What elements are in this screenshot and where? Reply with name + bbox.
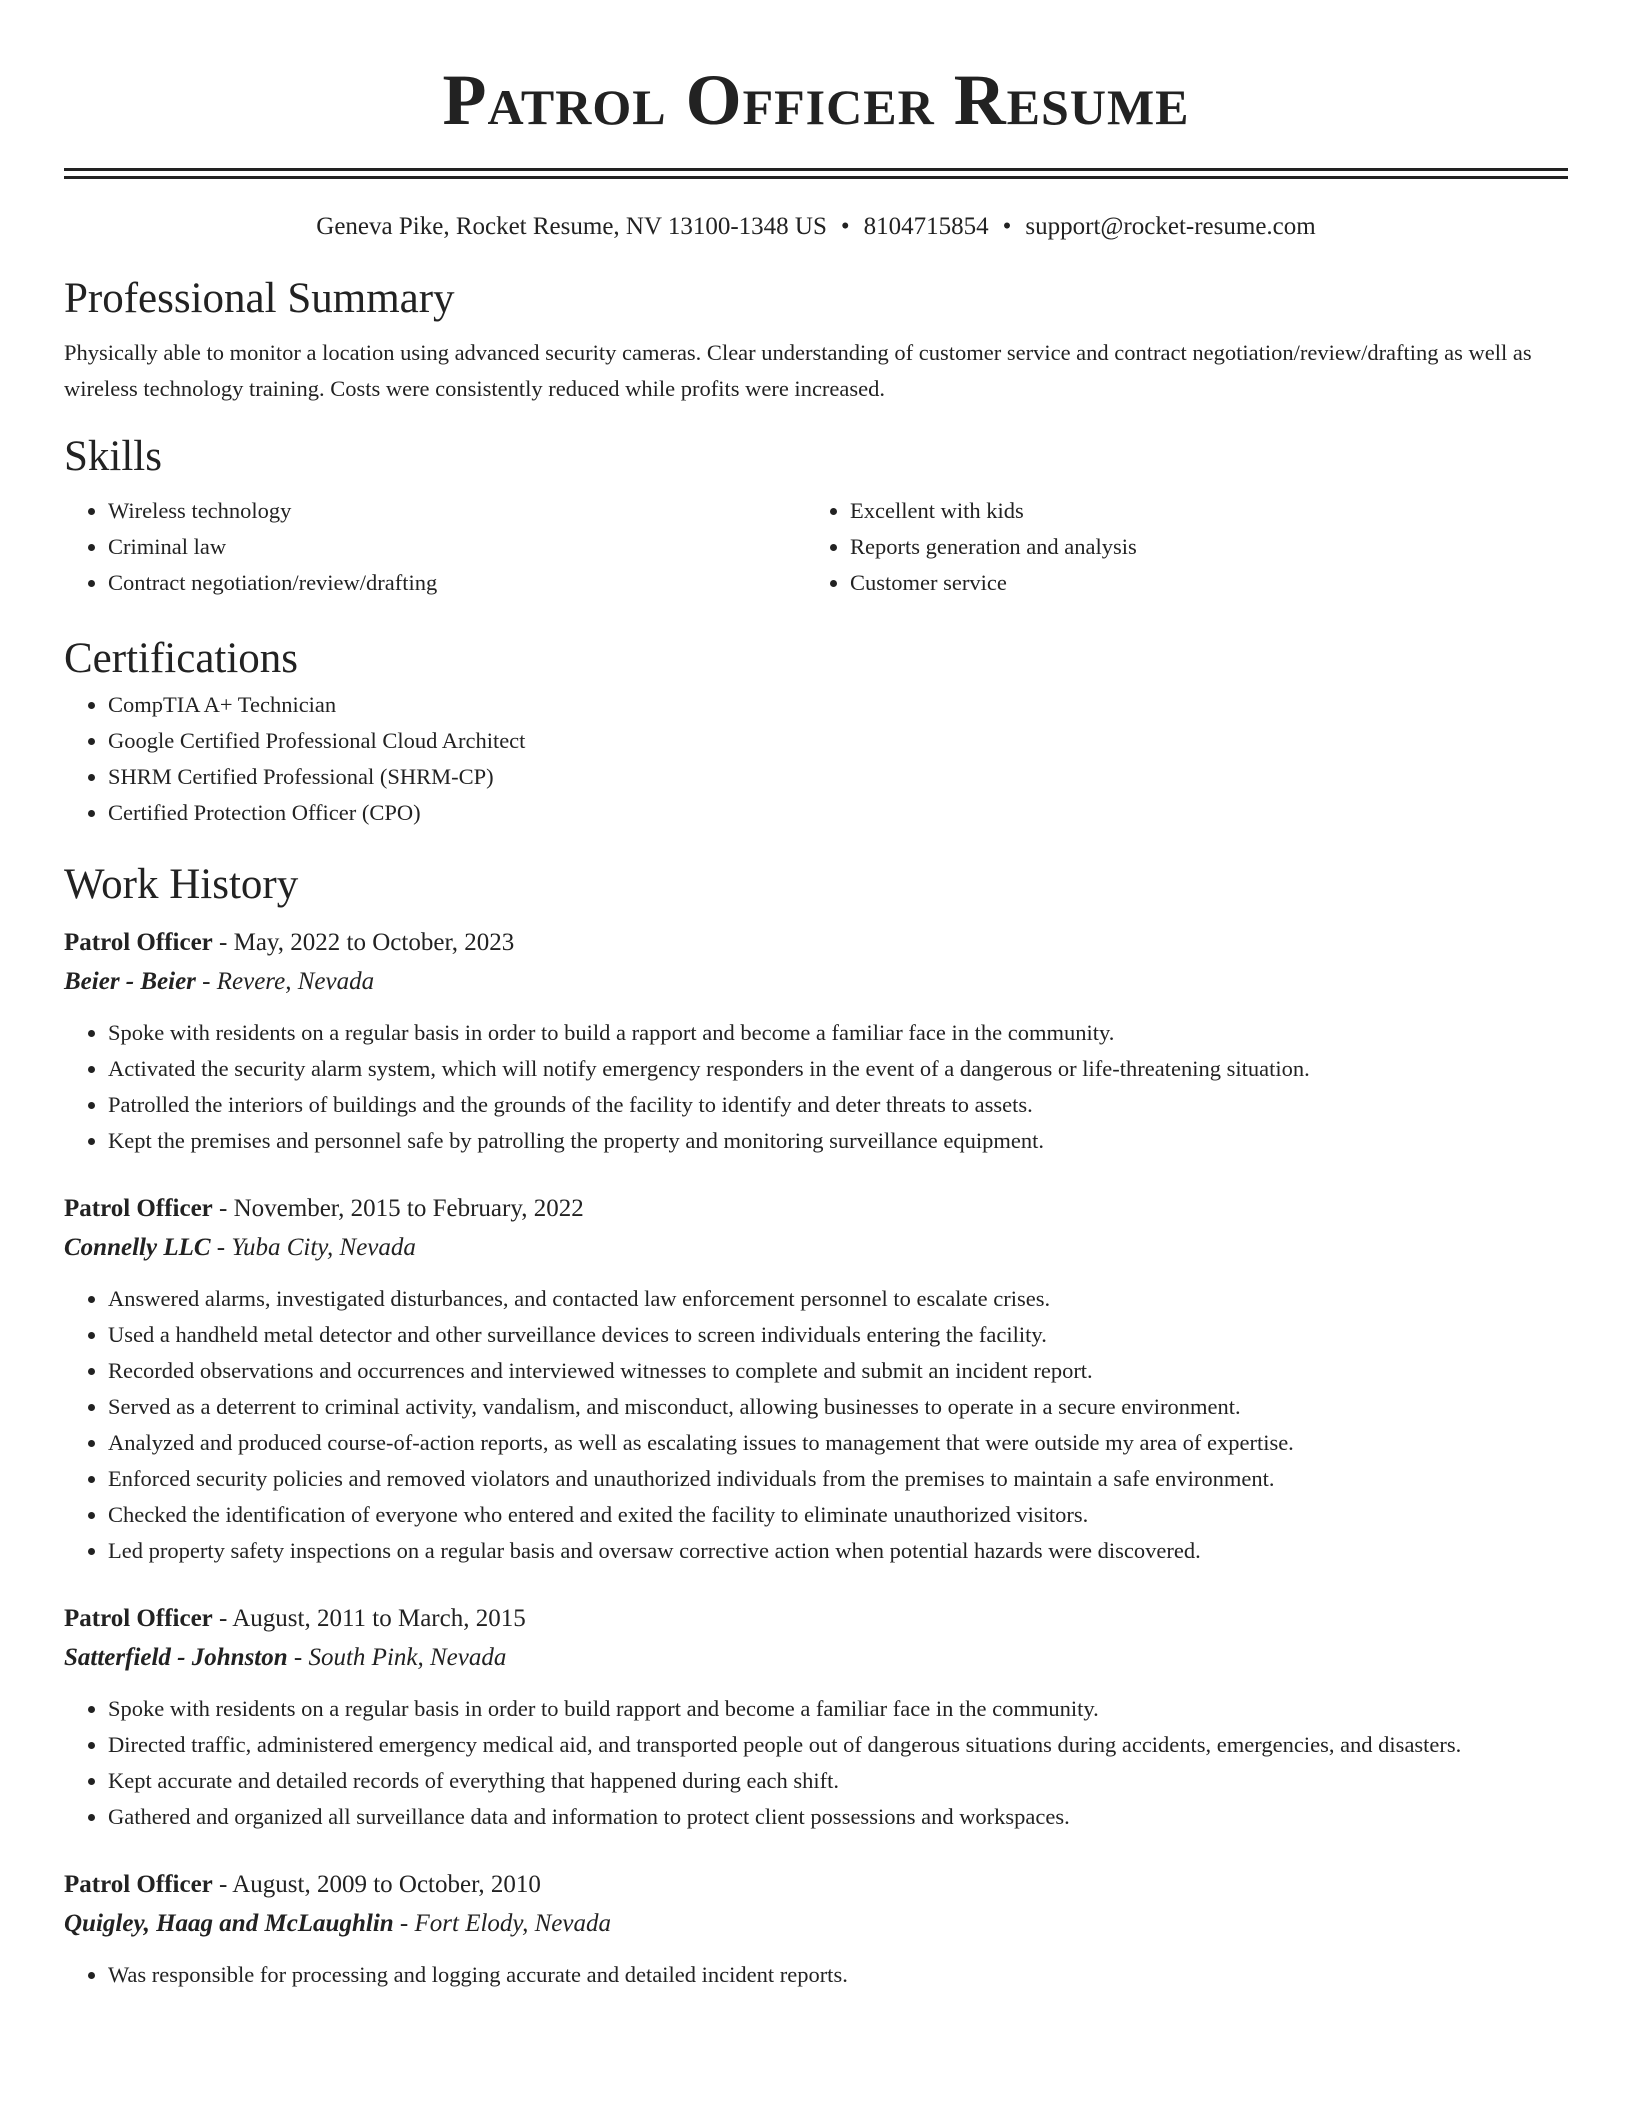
job-title: Patrol Officer <box>64 1195 213 1222</box>
job-bullet: • Activated the security alarm system, which will notify emergency responders in the event of a dangerous or life-threatening situation. <box>108 1051 1568 1087</box>
job-dates: - August, 2011 to March, 2015 <box>219 1605 526 1632</box>
job-bullet: • Patrolled the interiors of buildings and the grounds of the facility to identify and deter threats to assets. <box>108 1087 1568 1123</box>
job-title: Patrol Officer <box>64 929 213 956</box>
job-company: Satterfield - Johnston <box>64 1644 288 1671</box>
skills-section <box>64 429 1568 601</box>
skill-item: • Reports generation and analysis <box>850 529 1568 565</box>
job-bullet: • Spoke with residents on a regular basis in order to build rapport and become a familiar face in the community. <box>108 1691 1568 1727</box>
work-history-heading: Work History <box>64 861 299 908</box>
contact-address: Geneva Pike, Rocket Resume, NV 13100-1348 US <box>316 213 827 240</box>
job-bullet: • Used a handheld metal detector and other surveillance devices to screen individuals entering the facility. <box>108 1317 1568 1353</box>
job-company: Beier - Beier <box>64 968 196 995</box>
skill-item: • Customer service <box>850 565 1568 601</box>
job-bullet: • Recorded observations and occurrences and interviewed witnesses to complete and submit an incident report. <box>108 1353 1568 1389</box>
summary-section <box>64 271 1568 407</box>
contact-separator: • <box>1002 213 1012 240</box>
job-bullet: • Analyzed and produced course-of-action reports, as well as escalating issues to management that were outside my area of expertise. <box>108 1425 1568 1461</box>
job-bullet: • Checked the identification of everyone who entered and exited the facility to eliminate unauthorized visitors. <box>108 1497 1568 1533</box>
job-bullet: • Led property safety inspections on a regular basis and oversaw corrective action when potential hazards were discovered. <box>108 1533 1568 1569</box>
job-company-line <box>64 1639 1568 1677</box>
skills-heading: Skills <box>64 433 162 480</box>
summary-heading: Professional Summary <box>64 275 455 322</box>
job-bullets <box>64 1281 1568 1569</box>
contact-phone: 8104715854 <box>863 213 989 240</box>
skills-list-left <box>64 493 806 601</box>
job-title: Patrol Officer <box>64 1871 213 1898</box>
job-company-line <box>64 963 1568 1001</box>
job-title: Patrol Officer <box>64 1605 213 1632</box>
job-title-line <box>64 1599 1568 1639</box>
job-bullets <box>64 1957 1568 1993</box>
job-company-line <box>64 1229 1568 1267</box>
certifications-heading: Certifications <box>64 635 299 682</box>
contact-line <box>64 209 1568 245</box>
job-bullet: • Enforced security policies and removed violators and unauthorized individuals from the premises to maintain a safe environment. <box>108 1461 1568 1497</box>
job-location: - South Pink, Nevada <box>293 1644 507 1671</box>
job-title-line <box>64 1865 1568 1905</box>
skill-item: • Contract negotiation/review/drafting <box>108 565 806 601</box>
certification-item: • CompTIA A+ Technician <box>108 687 1568 723</box>
skill-item: • Criminal law <box>108 529 806 565</box>
certifications-section <box>64 631 1568 831</box>
contact-separator: • <box>840 213 850 240</box>
work-history-section <box>64 857 1568 1993</box>
skills-grid <box>64 493 1568 601</box>
job-bullet: • Answered alarms, investigated disturbances, and contacted law enforcement personnel to escalate crises. <box>108 1281 1568 1317</box>
page-title: Patrol Officer Resume <box>442 60 1190 140</box>
job-entry <box>64 1865 1568 1993</box>
job-location: - Fort Elody, Nevada <box>399 1910 611 1937</box>
job-dates: - November, 2015 to February, 2022 <box>219 1195 584 1222</box>
certifications-list <box>64 687 1568 831</box>
job-title-line <box>64 923 1568 963</box>
job-bullet: • Directed traffic, administered emergency medical aid, and transported people out of dangerous situations during accidents, emergencies, and disasters. <box>108 1727 1568 1763</box>
summary-text: Physically able to monitor a location using advanced security cameras. Clear understanding of customer service and contract negotiation/review/drafting as well as wireless technology training. Costs were consistently reduced while profits were increased. <box>64 340 1532 401</box>
skill-item: • Excellent with kids <box>850 493 1568 529</box>
job-bullet: • Spoke with residents on a regular basis in order to build a rapport and become a familiar face in the community. <box>108 1015 1568 1051</box>
certification-item: • Google Certified Professional Cloud Architect <box>108 723 1568 759</box>
job-bullet: • Served as a deterrent to criminal activity, vandalism, and misconduct, allowing businesses to operate in a secure environment. <box>108 1389 1568 1425</box>
skills-list-right <box>806 493 1568 601</box>
job-entry <box>64 1599 1568 1835</box>
job-bullets <box>64 1691 1568 1835</box>
job-bullet: • Was responsible for processing and logging accurate and detailed incident reports. <box>108 1957 1568 1993</box>
certification-item: • Certified Protection Officer (CPO) <box>108 795 1568 831</box>
skill-item: • Wireless technology <box>108 493 806 529</box>
job-bullet: • Kept the premises and personnel safe by patrolling the property and monitoring surveillance equipment. <box>108 1123 1568 1159</box>
job-bullet: • Gathered and organized all surveillance data and information to protect client possessions and workspaces. <box>108 1799 1568 1835</box>
job-bullets <box>64 1015 1568 1159</box>
job-company: Connelly LLC <box>64 1234 211 1261</box>
title-divider <box>64 168 1568 179</box>
certification-item: • SHRM Certified Professional (SHRM-CP) <box>108 759 1568 795</box>
job-bullet: • Kept accurate and detailed records of everything that happened during each shift. <box>108 1763 1568 1799</box>
job-entry <box>64 1189 1568 1569</box>
job-title-line <box>64 1189 1568 1229</box>
job-location: - Revere, Nevada <box>202 968 375 995</box>
contact-email: support@rocket-resume.com <box>1025 213 1316 240</box>
job-company-line <box>64 1905 1568 1943</box>
job-entry <box>64 923 1568 1159</box>
job-dates: - May, 2022 to October, 2023 <box>219 929 515 956</box>
job-dates: - August, 2009 to October, 2010 <box>219 1871 541 1898</box>
job-location: - Yuba City, Nevada <box>216 1234 416 1261</box>
job-company: Quigley, Haag and McLaughlin <box>64 1910 394 1937</box>
